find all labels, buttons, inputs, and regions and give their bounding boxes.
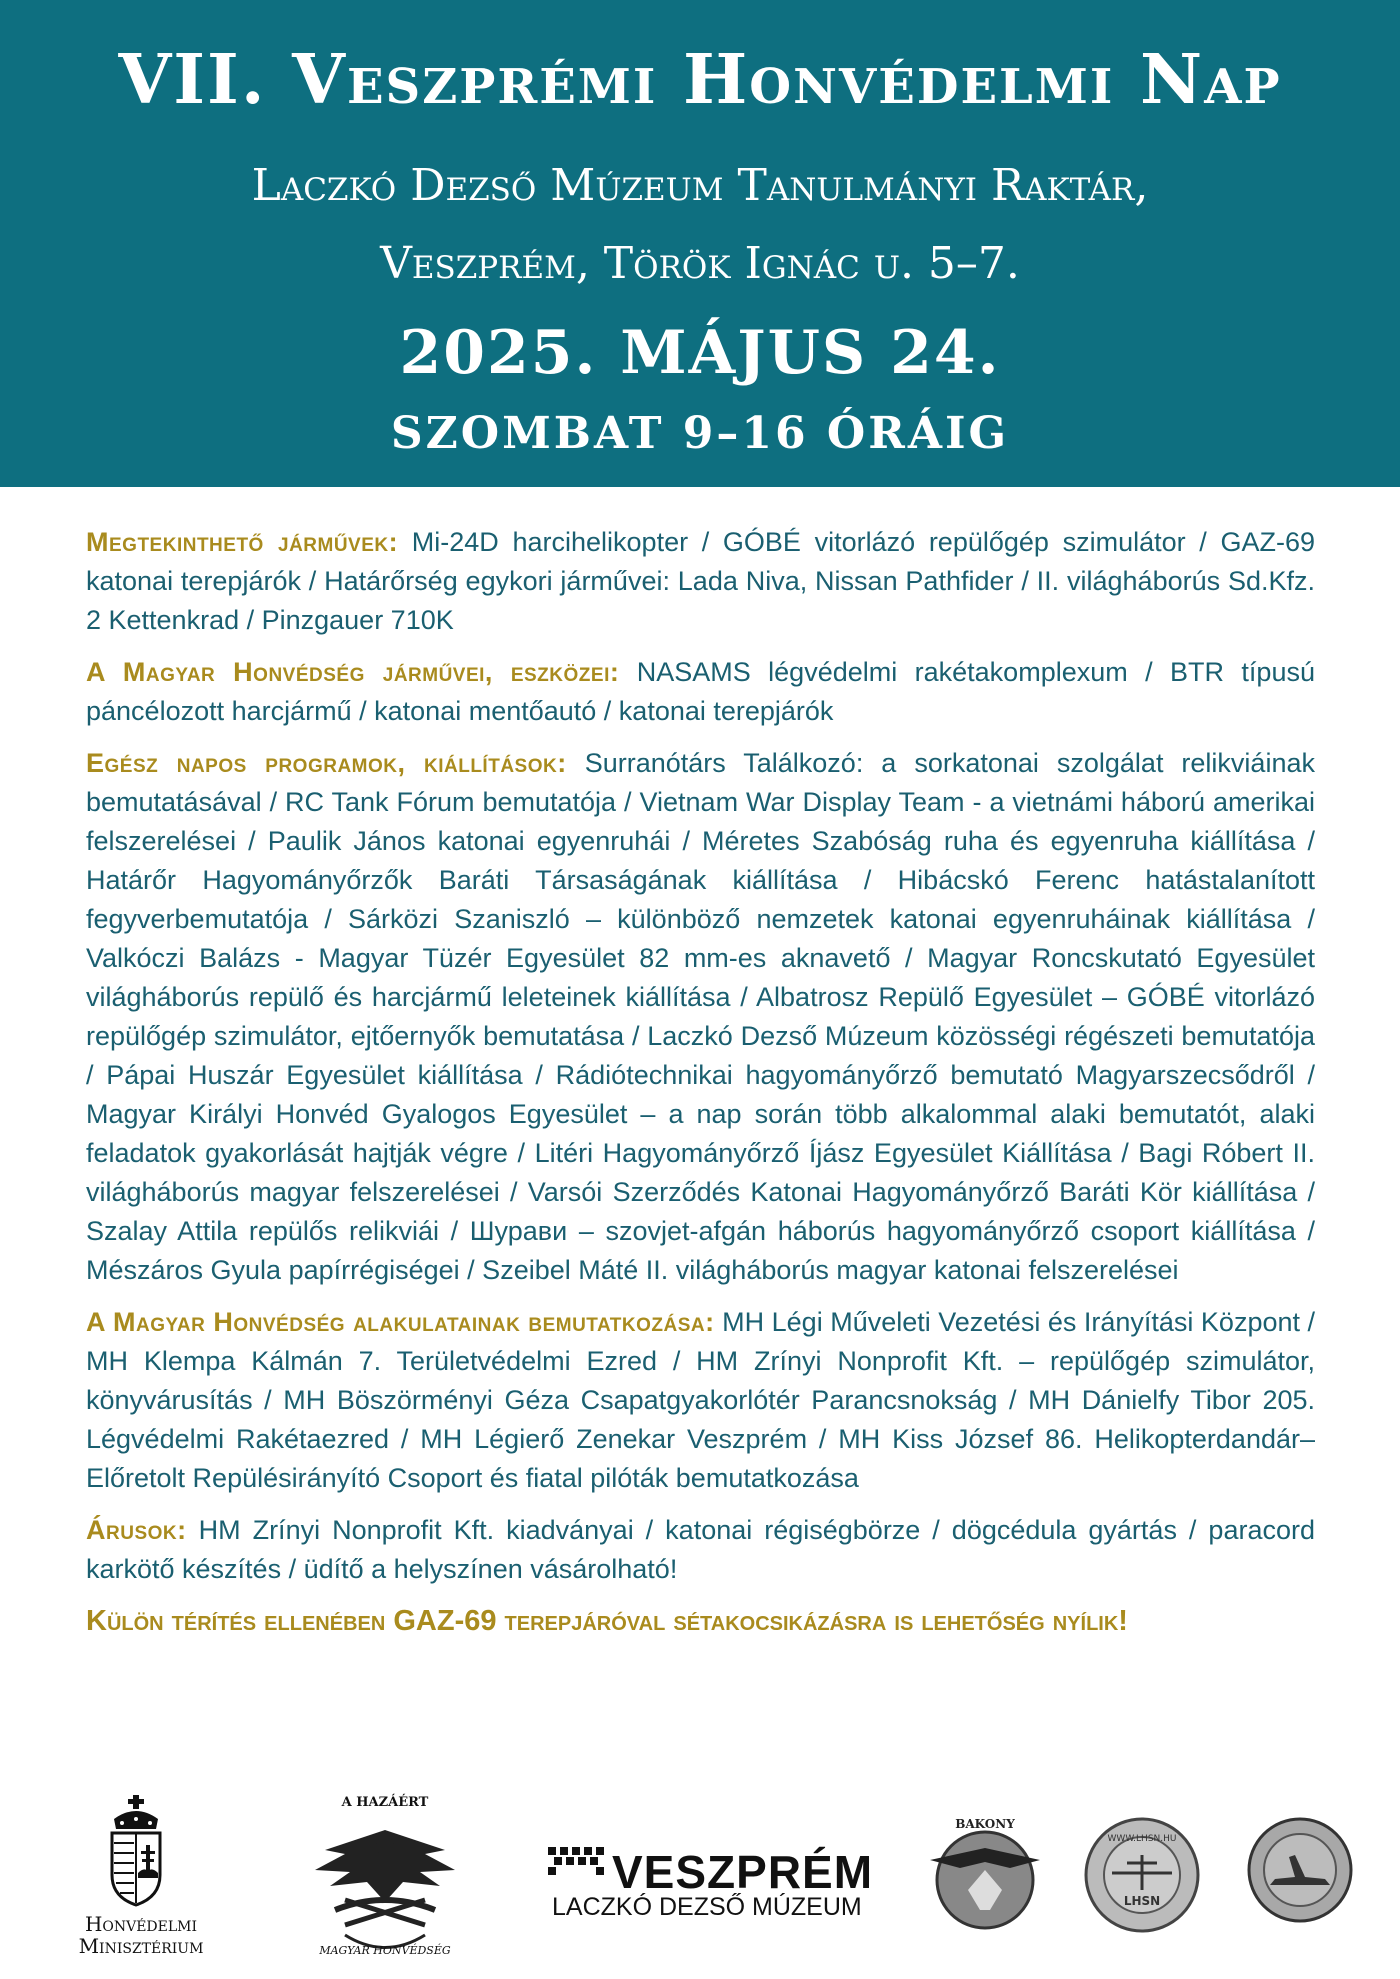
veszprem-castle-icon	[548, 1847, 608, 1887]
section-text: MH Légi Műveleti Vezetési és Irányítási Központ / MH Klempa Kálmán 7. Területvédelmi Ezred / HM Zrínyi Nonprofit Kft. – repülőgép szimulátor, könyvárusítás / MH Böszörményi Géza Csapatgyakorlótér Parancsnokság / MH Dánielfy Tibor 205. Légvédelmi Rakétaezred / MH Légierő Zenekar Veszprém / MH Kiss József 86. Helikopterdandár– Előretolt Repülésirányító Csoport és fiatal pilóták bemutatkozása	[86, 1307, 1316, 1493]
section-label: A Magyar Honvédség járművei, eszközei:	[86, 657, 620, 687]
bakony-text: BAKONY	[955, 1817, 1015, 1831]
section-text: NASAMS légvédelmi rakétakomplexum / BTR típusú páncélozott harcjármű / katonai mentőautó / katonai terepjárók	[86, 657, 1315, 726]
lhsn-url: WWW.LHSN.HU	[1107, 1834, 1177, 1844]
lhsn-text: LHSN	[1123, 1894, 1161, 1908]
a-hazaert-eagle-emblem-icon	[305, 1790, 465, 1960]
section-vendors	[86, 1511, 1315, 1589]
veszprem-logo-name: VESZPRÉM	[612, 1846, 874, 1898]
section-label: Megtekinthető járművek:	[86, 527, 399, 557]
section-label: Árusok:	[86, 1515, 187, 1545]
program-content	[86, 523, 1315, 1670]
lhsn-badge-icon	[1082, 1815, 1202, 1935]
hm-logo-text	[56, 1913, 226, 1957]
section-units	[86, 1303, 1315, 1498]
venue-line-1: Laczkó Dezső Múzeum Tanulmányi Raktár,	[251, 160, 1149, 211]
section-vehicles	[86, 523, 1315, 640]
hm-coat-of-arms-icon	[104, 1793, 168, 1908]
section-label: Egész napos programok, kiállítások:	[86, 748, 567, 778]
haza-top-text: A HAZÁÉRT	[341, 1795, 429, 1810]
bakony-badge-icon	[920, 1810, 1050, 1940]
section-programs	[86, 744, 1315, 1290]
section-text: Mi-24D harcihelikopter / GÓBÉ vitorlázó repülőgép szimulátor / GAZ-69 katonai terepjárók / Határőrség egykori járművei: Lada Niva, Nissan Pathfider / II. világháborús Sd.Kfz. 2 Kettenkrad / Pinzgauer 710K	[86, 527, 1315, 635]
event-date: 2025. MÁJUS 24.	[399, 318, 1001, 388]
hm-logo-line-2: Minisztérium	[78, 1934, 204, 1958]
hm-logo-line-1: Honvédelmi	[84, 1912, 198, 1936]
roncskutato-badge-icon	[1245, 1815, 1355, 1925]
event-title: VII. Veszprémi Honvédelmi Nap	[118, 40, 1282, 120]
venue-line-2: Veszprém, Török Ignác u. 5–7.	[380, 238, 1020, 289]
veszprem-logo-subtitle: LACZKÓ DEZSŐ MÚZEUM	[552, 1893, 862, 1921]
event-time: SZOMBAT 9–16 ÓRÁIG	[390, 408, 1010, 459]
final-note: Külön térítés ellenében GAZ-69 terepjáróval sétakocsikázásra is lehetőség nyílik!	[86, 1605, 1128, 1637]
section-text: Surranótárs Találkozó: a sorkatonai szolgálat relikviáinak bemutatásával / RC Tank Fórum bemutatója / Vietnam War Display Team - a vietnámi háború amerikai felszerelései / Paulik János katonai egyenruhái / Méretes Szabóság ruha és egyenruha kiállítása / Határőr Hagyományőrzők Baráti Társaságának kiállítása / Hibácskó Ferenc hatástalanított fegyverbemutatója / Sárközi Szaniszló – különböző nemzetek katonai egyenruháinak kiállítása / Valkóczi Balázs - Magyar Tüzér Egyesület 82 mm-es aknavető / Magyar Roncskutató Egyesület világháborús repülő és harcjármű leleteinek kiállítása / Albatrosz Repülő Egyesület – GÓBÉ vitorlázó repülőgép szimulátor, ejtőernyők bemutatása / Laczkó Dezső Múzeum közösségi régészeti bemutatója / Pápai Huszár Egyesület kiállítása / Rádiótechnikai hagyományőrző bemutató Magyarszecsődről / Magyar Királyi Honvéd Gyalogos Egyesület – a nap során több alkalommal alaki bemutatót, alaki feladatok gyakorlását hajtják végre / Litéri Hagyományőrző Íjász Egyesület Kiállítása / Bagi Róbert II. világháborús magyar felszerelései / Varsói Szerződés Katonai Hagyományőrző Baráti Kör kiállítása / Szalay Attila repülős relikviái / Шурави – szovjet-afgán háborús hagyományőrző csoport kiállítása / Mészáros Gyula papírrégiségei / Szeibel Máté II. világháborús magyar katonai felszerelései	[86, 748, 1315, 1285]
section-text: HM Zrínyi Nonprofit Kft. kiadványai / katonai régiségbörze / dögcédula gyártás / paracord karkötő készítés / üdítő a helyszínen vásárolható!	[86, 1515, 1315, 1584]
header-banner	[0, 0, 1400, 487]
section-label: A Magyar Honvédség alakulatainak bemutatkozása:	[86, 1307, 715, 1337]
section-mh-vehicles	[86, 653, 1315, 731]
haza-bottom-text: MAGYAR HONVÉDSÉG	[319, 1944, 451, 1957]
